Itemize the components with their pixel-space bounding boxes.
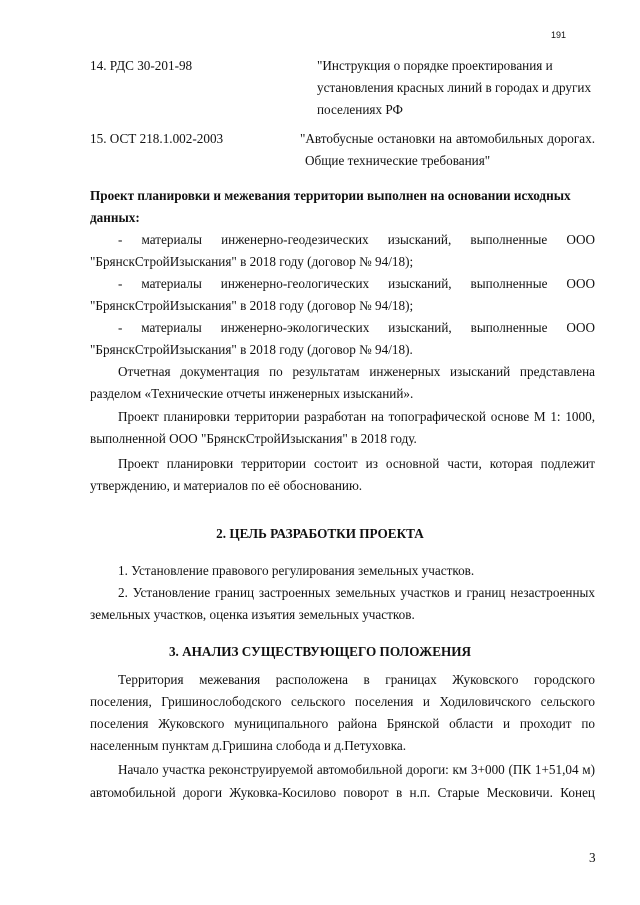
paragraph-composition-line2: утверждению, и материалов по её обоснованию.	[90, 478, 363, 493]
norm-14-title-line3: поселениях РФ	[317, 102, 403, 117]
norm-14-code: 14. РДС 30-201-98	[90, 58, 193, 73]
paragraph-topography-line1: Проект планировки территории разработан на топографической основе М 1: 1000,	[118, 409, 595, 424]
basis-heading-line1: Проект планировки и межевания территории выполнен на основании исходных	[90, 188, 571, 203]
norm-15-title-line1: "Автобусные остановки на автомобильных дорогах.	[300, 131, 595, 146]
top-page-number: 191	[551, 30, 567, 40]
basis-heading-line2: данных:	[90, 210, 140, 225]
basis-item-3-line1: - материалы инженерно-экологических изысканий, выполненные ООО	[118, 320, 595, 335]
section-3-p1-line2: поселения, Гришинослободского сельского поселения и Ходиловичского сельского	[90, 694, 595, 709]
norm-14-title-line1: "Инструкция о порядке проектирования и	[317, 58, 553, 73]
section-2-item-2-line1: 2. Установление границ застроенных земельных участков и границ незастроенных	[118, 585, 595, 600]
section-2-item-1: 1. Установление правового регулирования земельных участков.	[118, 563, 475, 578]
norm-15-code: 15. ОСТ 218.1.002-2003	[90, 131, 224, 146]
basis-item-1-line2: "БрянскСтройИзыскания" в 2018 году (договор № 94/18);	[90, 254, 414, 269]
paragraph-topography-line2: выполненной ООО "БрянскСтройИзыскания" в 2018 году.	[90, 431, 417, 446]
paragraph-report-line1: Отчетная документация по результатам инженерных изысканий представлена	[118, 364, 595, 379]
basis-item-2-line2: "БрянскСтройИзыскания" в 2018 году (договор № 94/18);	[90, 298, 414, 313]
section-2-item-2-line2: земельных участков, оценка изъятия земельных участков.	[90, 607, 415, 622]
norm-14-title-line2: установления красных линий в городах и других	[317, 80, 592, 95]
paragraph-report-line2: разделом «Технические отчеты инженерных изысканий».	[90, 386, 414, 401]
basis-item-3-line2: "БрянскСтройИзыскания" в 2018 году (договор № 94/18).	[90, 342, 413, 357]
section-3-p1-line4: населенным пунктам д.Гришина слобода и д.Петуховка.	[90, 738, 407, 753]
norm-15-title-line2: Общие технические требования"	[305, 153, 491, 168]
section-3-p1-line3: поселения Жуковского муниципального района Брянской области и проходит по	[90, 716, 595, 731]
bottom-page-number: 3	[589, 850, 596, 865]
basis-item-2-line1: - материалы инженерно-геологических изысканий, выполненные ООО	[118, 276, 595, 291]
section-3-heading: 3. АНАЛИЗ СУЩЕСТВУЮЩЕГО ПОЛОЖЕНИЯ	[168, 644, 472, 659]
paragraph-composition-line1: Проект планировки территории состоит из основной части, которая подлежит	[118, 456, 595, 471]
section-2-heading: 2. ЦЕЛЬ РАЗРАБОТКИ ПРОЕКТА	[216, 526, 424, 541]
section-3-p2-line2: автомобильной дороги Жуковка-Косилово поворот в н.п. Старые Месковичи. Конец	[90, 785, 595, 800]
section-3-p1-line1: Территория межевания расположена в границах Жуковского городского	[118, 672, 595, 687]
basis-item-1-line1: - материалы инженерно-геодезических изысканий, выполненные ООО	[118, 232, 595, 247]
section-3-p2-line1: Начало участка реконструируемой автомобильной дороги: км 3+000 (ПК 1+51,04 м)	[118, 762, 595, 777]
